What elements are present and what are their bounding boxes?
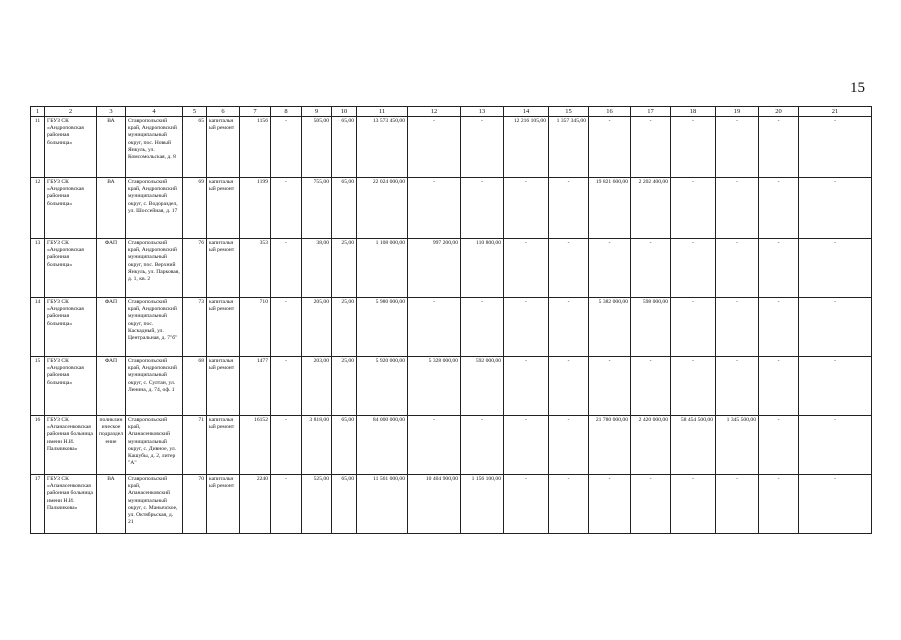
table-cell-col-11: 13 573 450,00 [357, 117, 408, 178]
table-cell-col-3: ВА [97, 117, 126, 178]
header-cell-10: 10 [332, 107, 357, 117]
table-cell-col-15: 1 357 345,00 [549, 117, 589, 178]
table-cell-col-16: - [589, 239, 631, 298]
table-cell-col-8: - [271, 475, 302, 534]
table-cell-col-3: ФАП [97, 357, 126, 416]
table-body [31, 107, 872, 534]
table-cell-col-5: 69 [183, 178, 207, 239]
page-number: 15 [850, 80, 865, 96]
table-cell-col-3: поликлиническое подразделение [97, 416, 126, 475]
table-cell-col-10: 25,00 [332, 298, 357, 357]
header-cell-12: 12 [408, 107, 461, 117]
table-header-row [31, 107, 872, 117]
table-cell-col-21: - [799, 178, 872, 239]
table-cell-col-15: - [549, 298, 589, 357]
table-cell-col-9: 203,00 [302, 357, 332, 416]
table-cell-col-16: 21 780 000,00 [589, 416, 631, 475]
table-cell-col-8: - [271, 357, 302, 416]
table-cell-col-20: - [759, 178, 799, 239]
table-cell-col-4: Ставропольский край, Апанасенковский муниципальный округ, с. Манычское, ул. Октябрьская, д. 21 [126, 475, 183, 534]
table-cell-col-20: - [759, 239, 799, 298]
table-cell-col-9: 755,00 [302, 178, 332, 239]
table-cell-col-8: - [271, 298, 302, 357]
table-cell-col-3: ФАП [97, 298, 126, 357]
header-cell-1: 1 [31, 107, 45, 117]
table-cell-col-9: 505,00 [302, 117, 332, 178]
table-cell-col-9: 3 818,00 [302, 416, 332, 475]
header-cell-18: 18 [671, 107, 716, 117]
table-cell-col-9: 525,00 [302, 475, 332, 534]
table-cell-col-13: - [461, 416, 504, 475]
table-cell-col-7: 1156 [240, 117, 271, 178]
header-cell-16: 16 [589, 107, 631, 117]
table-cell-col-6: капитальный ремонт [207, 178, 240, 239]
table-cell-col-19: - [716, 298, 759, 357]
table-cell-col-7: 2240 [240, 475, 271, 534]
header-cell-5: 5 [183, 107, 207, 117]
table-cell-col-7: 1477 [240, 357, 271, 416]
table-cell-col-21: - [799, 298, 872, 357]
table-cell-col-10: 65,00 [332, 117, 357, 178]
table-cell-col-4: Ставропольский край, Андроповский муниципальный округ, пос. Верхний Янкуль, ул. Парковая, д. 1, кв. 2 [126, 239, 183, 298]
table-cell-col-18: - [671, 298, 716, 357]
header-cell-20: 20 [759, 107, 799, 117]
header-cell-13: 13 [461, 107, 504, 117]
table-cell-col-10: 25,00 [332, 239, 357, 298]
table-cell-col-1: 14 [31, 298, 45, 357]
table-cell-col-13: - [461, 117, 504, 178]
table-cell-col-14: - [504, 178, 549, 239]
table-cell-col-17: - [631, 475, 671, 534]
table-cell-col-6: капитальный ремонт [207, 475, 240, 534]
header-cell-15: 15 [549, 107, 589, 117]
table-cell-col-2: ГБУЗ СК «Андроповская районная больница» [45, 298, 97, 357]
table-cell-col-13: - [461, 178, 504, 239]
header-cell-6: 6 [207, 107, 240, 117]
table-cell-col-4: Ставропольский край, Андроповский муниципальный округ, пос. Каскадный, ул. Центральная, д. 7"б" [126, 298, 183, 357]
table-cell-col-17: 598 000,00 [631, 298, 671, 357]
table-cell-col-14: - [504, 239, 549, 298]
table-cell-col-7: 1199 [240, 178, 271, 239]
data-table [30, 106, 872, 534]
table-cell-col-19: - [716, 357, 759, 416]
table-cell-col-4: Ставропольский край, Апанасенковский муниципальный округ, с. Дивное, ул. Кашубы, д. 2, литер "А" [126, 416, 183, 475]
table-row [31, 357, 872, 416]
table-cell-col-17: - [631, 357, 671, 416]
header-cell-4: 4 [126, 107, 183, 117]
table-cell-col-14: - [504, 357, 549, 416]
table-cell-col-17: - [631, 117, 671, 178]
table-cell-col-19: - [716, 475, 759, 534]
header-cell-21: 21 [799, 107, 872, 117]
header-cell-2: 2 [45, 107, 97, 117]
table-row [31, 298, 872, 357]
table-cell-col-6: капитальный ремонт [207, 117, 240, 178]
table-row [31, 416, 872, 475]
table-cell-col-2: ГБУЗ СК «Андроповская районная больница» [45, 178, 97, 239]
table-cell-col-14: - [504, 298, 549, 357]
table-cell-col-1: 13 [31, 239, 45, 298]
table-cell-col-10: 65,00 [332, 475, 357, 534]
table-cell-col-21: - [799, 475, 872, 534]
table-cell-col-12: - [408, 117, 461, 178]
table-cell-col-8: - [271, 239, 302, 298]
table-cell-col-9: 205,00 [302, 298, 332, 357]
table-cell-col-3: ВА [97, 475, 126, 534]
table-cell-col-12: 10 404 900,00 [408, 475, 461, 534]
table-cell-col-5: 70 [183, 475, 207, 534]
table-cell-col-8: - [271, 178, 302, 239]
table-cell-col-10: 25,00 [332, 357, 357, 416]
table-cell-col-21: - [799, 416, 872, 475]
header-cell-8: 8 [271, 107, 302, 117]
table-cell-col-13: 592 000,00 [461, 357, 504, 416]
table-cell-col-2: ГБУЗ СК «Андроповская районная больница» [45, 117, 97, 178]
table-cell-col-13: 110 800,00 [461, 239, 504, 298]
table-cell-col-5: 73 [183, 298, 207, 357]
table-cell-col-20: - [759, 298, 799, 357]
header-cell-14: 14 [504, 107, 549, 117]
table-row [31, 475, 872, 534]
table-cell-col-15: - [549, 416, 589, 475]
table-cell-col-7: 710 [240, 298, 271, 357]
table-cell-col-11: 5 920 000,00 [357, 357, 408, 416]
table-cell-col-11: 11 561 000,00 [357, 475, 408, 534]
table-cell-col-14: 12 216 105,00 [504, 117, 549, 178]
table-cell-col-5: 65 [183, 117, 207, 178]
table-cell-col-11: 84 000 000,00 [357, 416, 408, 475]
table-cell-col-2: ГБУЗ СК «Апанасенковская районная больница имени Н.И. Пальчикова» [45, 475, 97, 534]
table-cell-col-12: - [408, 298, 461, 357]
table-cell-col-5: 76 [183, 239, 207, 298]
table-cell-col-19: - [716, 117, 759, 178]
table-cell-col-10: 65,00 [332, 416, 357, 475]
table-cell-col-8: - [271, 416, 302, 475]
table-cell-col-12: 5 328 000,00 [408, 357, 461, 416]
table-cell-col-5: 68 [183, 357, 207, 416]
table-cell-col-16: 19 821 600,00 [589, 178, 631, 239]
table-cell-col-3: ФАП [97, 239, 126, 298]
table-cell-col-15: - [549, 178, 589, 239]
table-cell-col-14: - [504, 416, 549, 475]
table-cell-col-21: - [799, 357, 872, 416]
table-cell-col-4: Ставропольский край, Андроповский муниципальный округ, пос. Новый Янкуль, ул. Комсомольская, д. 8 [126, 117, 183, 178]
table-cell-col-6: капитальный ремонт [207, 416, 240, 475]
table-cell-col-16: - [589, 475, 631, 534]
table-cell-col-7: 16152 [240, 416, 271, 475]
table-cell-col-19: 1 345 500,00 [716, 416, 759, 475]
table-cell-col-6: капитальный ремонт [207, 239, 240, 298]
table-cell-col-16: - [589, 117, 631, 178]
table-cell-col-13: 1 156 100,00 [461, 475, 504, 534]
table-cell-col-20: - [759, 117, 799, 178]
table-cell-col-2: ГБУЗ СК «Андроповская районная больница» [45, 357, 97, 416]
table-cell-col-14: - [504, 475, 549, 534]
table-cell-col-17: - [631, 239, 671, 298]
table-cell-col-1: 12 [31, 178, 45, 239]
table-cell-col-13: - [461, 298, 504, 357]
table-cell-col-16: 5 382 000,00 [589, 298, 631, 357]
table-cell-col-12: 997 200,00 [408, 239, 461, 298]
table-cell-col-2: ГБУЗ СК «Апанасенковская районная больница имени Н.И. Пальчикова» [45, 416, 97, 475]
table-cell-col-6: капитальный ремонт [207, 298, 240, 357]
table-cell-col-9: 38,00 [302, 239, 332, 298]
table-cell-col-3: ВА [97, 178, 126, 239]
header-cell-17: 17 [631, 107, 671, 117]
table-cell-col-2: ГБУЗ СК «Андроповская районная больница» [45, 239, 97, 298]
header-cell-19: 19 [716, 107, 759, 117]
table-cell-col-21: - [799, 239, 872, 298]
table-cell-col-12: - [408, 178, 461, 239]
table-cell-col-12: - [408, 416, 461, 475]
table-cell-col-18: - [671, 475, 716, 534]
table-cell-col-11: 22 024 000,00 [357, 178, 408, 239]
table-cell-col-4: Ставропольский край, Андроповский муниципальный округ, с. Водораздел, ул. Шоссейная, д. 17 [126, 178, 183, 239]
header-cell-3: 3 [97, 107, 126, 117]
table-cell-col-5: 71 [183, 416, 207, 475]
table-cell-col-20: - [759, 475, 799, 534]
table-cell-col-11: 1 108 000,00 [357, 239, 408, 298]
table-row [31, 178, 872, 239]
table-row [31, 239, 872, 298]
table-cell-col-15: - [549, 475, 589, 534]
table-cell-col-1: 17 [31, 475, 45, 534]
table-cell-col-17: 2 420 000,00 [631, 416, 671, 475]
table-cell-col-15: - [549, 239, 589, 298]
table-cell-col-6: капитальный ремонт [207, 357, 240, 416]
table-cell-col-16: - [589, 357, 631, 416]
table-cell-col-18: - [671, 178, 716, 239]
table-cell-col-18: 58 454 500,00 [671, 416, 716, 475]
table-cell-col-18: - [671, 357, 716, 416]
table-cell-col-8: - [271, 117, 302, 178]
table-cell-col-18: - [671, 117, 716, 178]
table-cell-col-21: - [799, 117, 872, 178]
table-cell-col-19: - [716, 239, 759, 298]
table-cell-col-10: 65,00 [332, 178, 357, 239]
table-cell-col-20: - [759, 416, 799, 475]
header-cell-11: 11 [357, 107, 408, 117]
header-cell-7: 7 [240, 107, 271, 117]
table-cell-col-4: Ставропольский край, Андроповский муниципальный округ, с. Султан, ул. Ленина, д. 74, оф. 1 [126, 357, 183, 416]
table-cell-col-15: - [549, 357, 589, 416]
table-cell-col-7: 353 [240, 239, 271, 298]
table-cell-col-1: 16 [31, 416, 45, 475]
header-cell-9: 9 [302, 107, 332, 117]
table-cell-col-1: 15 [31, 357, 45, 416]
table-cell-col-18: - [671, 239, 716, 298]
table-cell-col-20: - [759, 357, 799, 416]
table-row [31, 117, 872, 178]
table-cell-col-1: 11 [31, 117, 45, 178]
table-cell-col-11: 5 980 000,00 [357, 298, 408, 357]
table-cell-col-17: 2 202 400,00 [631, 178, 671, 239]
table-cell-col-19: - [716, 178, 759, 239]
